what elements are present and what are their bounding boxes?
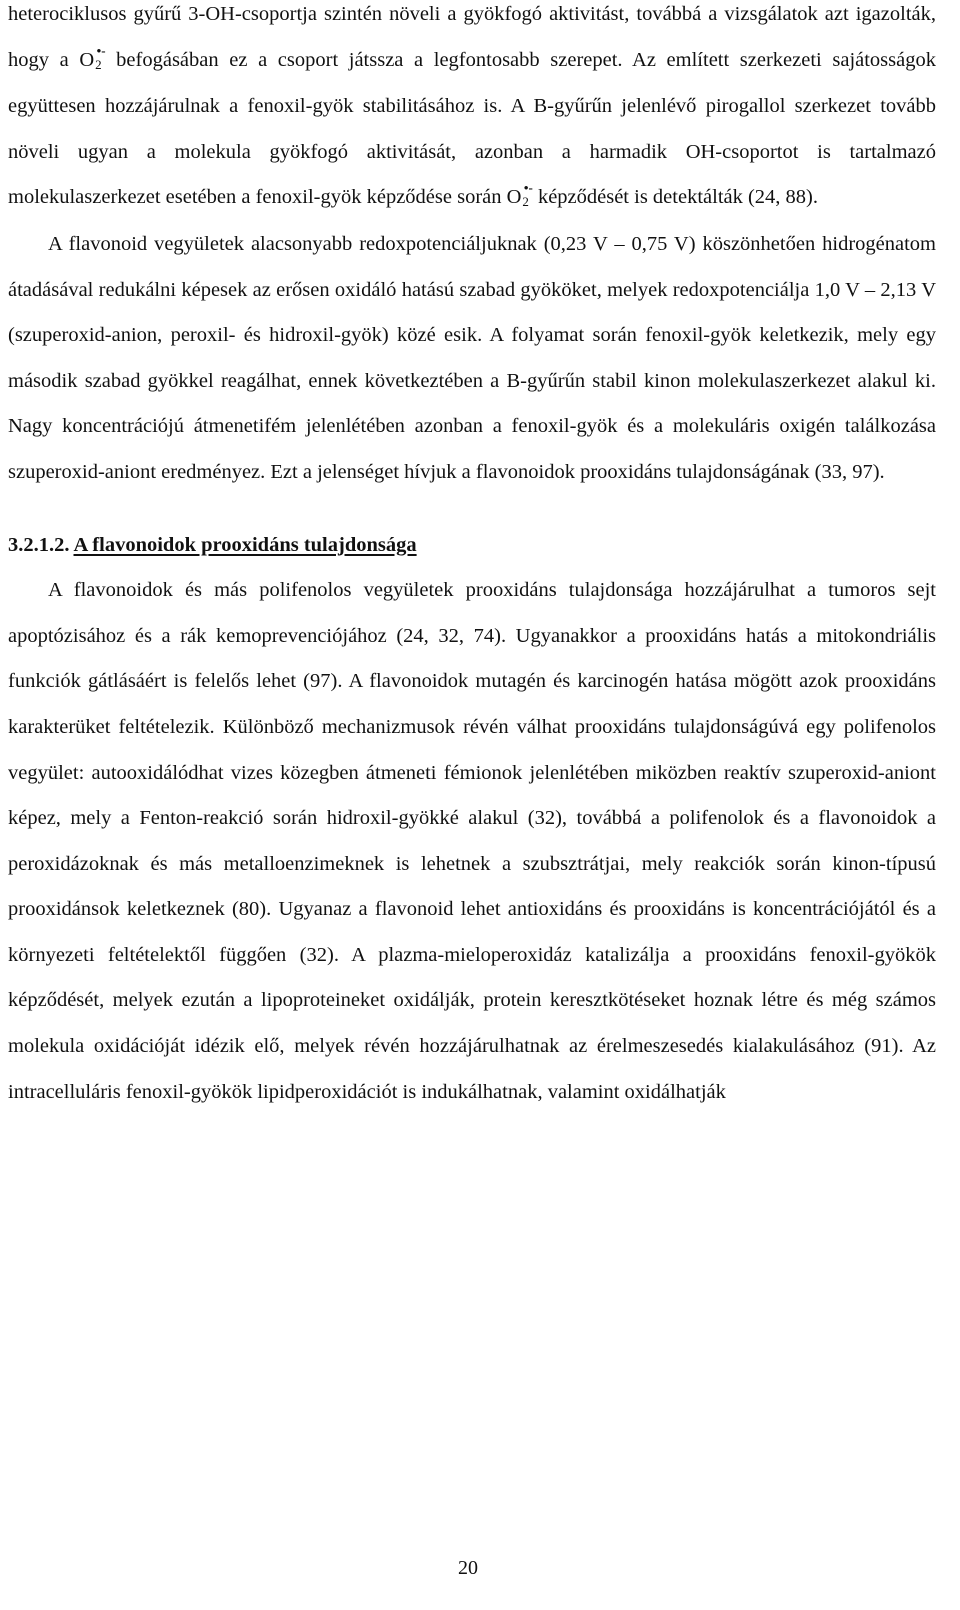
section-heading bbox=[8, 523, 936, 569]
radical-anion-superscript: •- bbox=[96, 42, 106, 58]
radical-anion-superscript: •- bbox=[523, 180, 533, 196]
paragraph-text: befogásában ez a csoport játssza a legfontosabb szerepet. Az említett szerkezeti sajátosságok együttesen hozzájárulnak a fenoxil-gyök stabilitásához is. A B-gyűrűn jelenlévő pirogallol szerkezet tovább növeli ugyan a molekula gyökfogó aktivitását, azonban a harmadik OH-csoportot is tartalmazó molekulaszerkezet esetében a fenoxil-gyök képződése során O bbox=[8, 48, 936, 209]
page-number: 20 bbox=[458, 1557, 478, 1579]
paragraph-text: képződését is detektálták (24, 88). bbox=[532, 186, 819, 209]
section-title: A flavonoidok prooxidáns tulajdonsága bbox=[73, 533, 417, 556]
document-page bbox=[8, 0, 936, 1115]
subscript-two: 2 bbox=[522, 194, 529, 210]
paragraph-text: heterociklusos gyűrű 3-OH-csoportja szintén növeli a gyökfogó aktivitást, továbbá a vizsgálatok azt igazolták, hogy a O bbox=[8, 3, 936, 71]
paragraph-continuation bbox=[8, 0, 936, 222]
subscript-two: 2 bbox=[95, 56, 102, 72]
section-number: 3.2.1.2. bbox=[8, 533, 70, 556]
paragraph-prooxidant: A flavonoidok és más polifenolos vegyületek prooxidáns tulajdonsága hozzájárulhat a tumoros sejt apoptózisához és a rák kemoprevenciójához (24, 32, 74). Ugyanakkor a prooxidáns hatás a mitokondriális funkciók gátlásáért is felelős lehet (97). A flavonoidok mutagén és karcinogén hatása mögött azok prooxidáns karakterüket feltételezik. Különböző mechanizmusok révén válhat prooxidáns tulajdonságúvá egy polifenolos vegyület: autooxidálódhat vizes közegben átmeneti fémionok jelenlétében miközben reaktív szuperoxid-aniont képez, mely a Fenton-reakció során hidroxil-gyökké alakul (32), továbbá a polifenolok és a flavonoidok a peroxidázoknak és más metalloenzimeknek is lehetnek a szubsztrátjai, mely reakciók során kinon-típusú prooxidánsok keletkeznek (80). Ugyanaz a flavonoid lehet antioxidáns és prooxidáns is koncentrációjától és a környezeti feltételektől függően (32). A plazma-mieloperoxidáz katalizálja a prooxidáns fenoxil-gyökök képződését, melyek ezután a lipoproteineket oxidálják, protein keresztkötéseket hoznak létre és még számos molekula oxidációját idézik elő, melyek révén hozzájárulhatnak az érelmeszesedés kialakulásához (91). Az intracelluláris fenoxil-gyökök lipidperoxidációt is indukálhatnak, valamint oxidálhatják bbox=[8, 579, 936, 1103]
paragraph-redox-potential: A flavonoid vegyületek alacsonyabb redoxpotenciáljuknak (0,23 V – 0,75 V) köszönhetően hidrogénatom átadásával redukálni képesek az erősen oxidáló hatású szabad gyököket, melyek redoxpotenciálja 1,0 V – 2,13 V (szuperoxid-anion, peroxil- és hidroxil-gyök) közé esik. A folyamat során fenoxil-gyök keletkezik, mely egy második szabad gyökkel reagálhat, ennek következtében a B-gyűrűn stabil kinon molekulaszerkezet alakul ki. Nagy koncentrációjú átmenetifém jelenlétében azonban a fenoxil-gyök és a molekuláris oxigén találkozása szuperoxid-aniont eredményez. Ezt a jelenséget hívjuk a flavonoidok prooxidáns tulajdonságának (33, 97). bbox=[8, 232, 936, 483]
